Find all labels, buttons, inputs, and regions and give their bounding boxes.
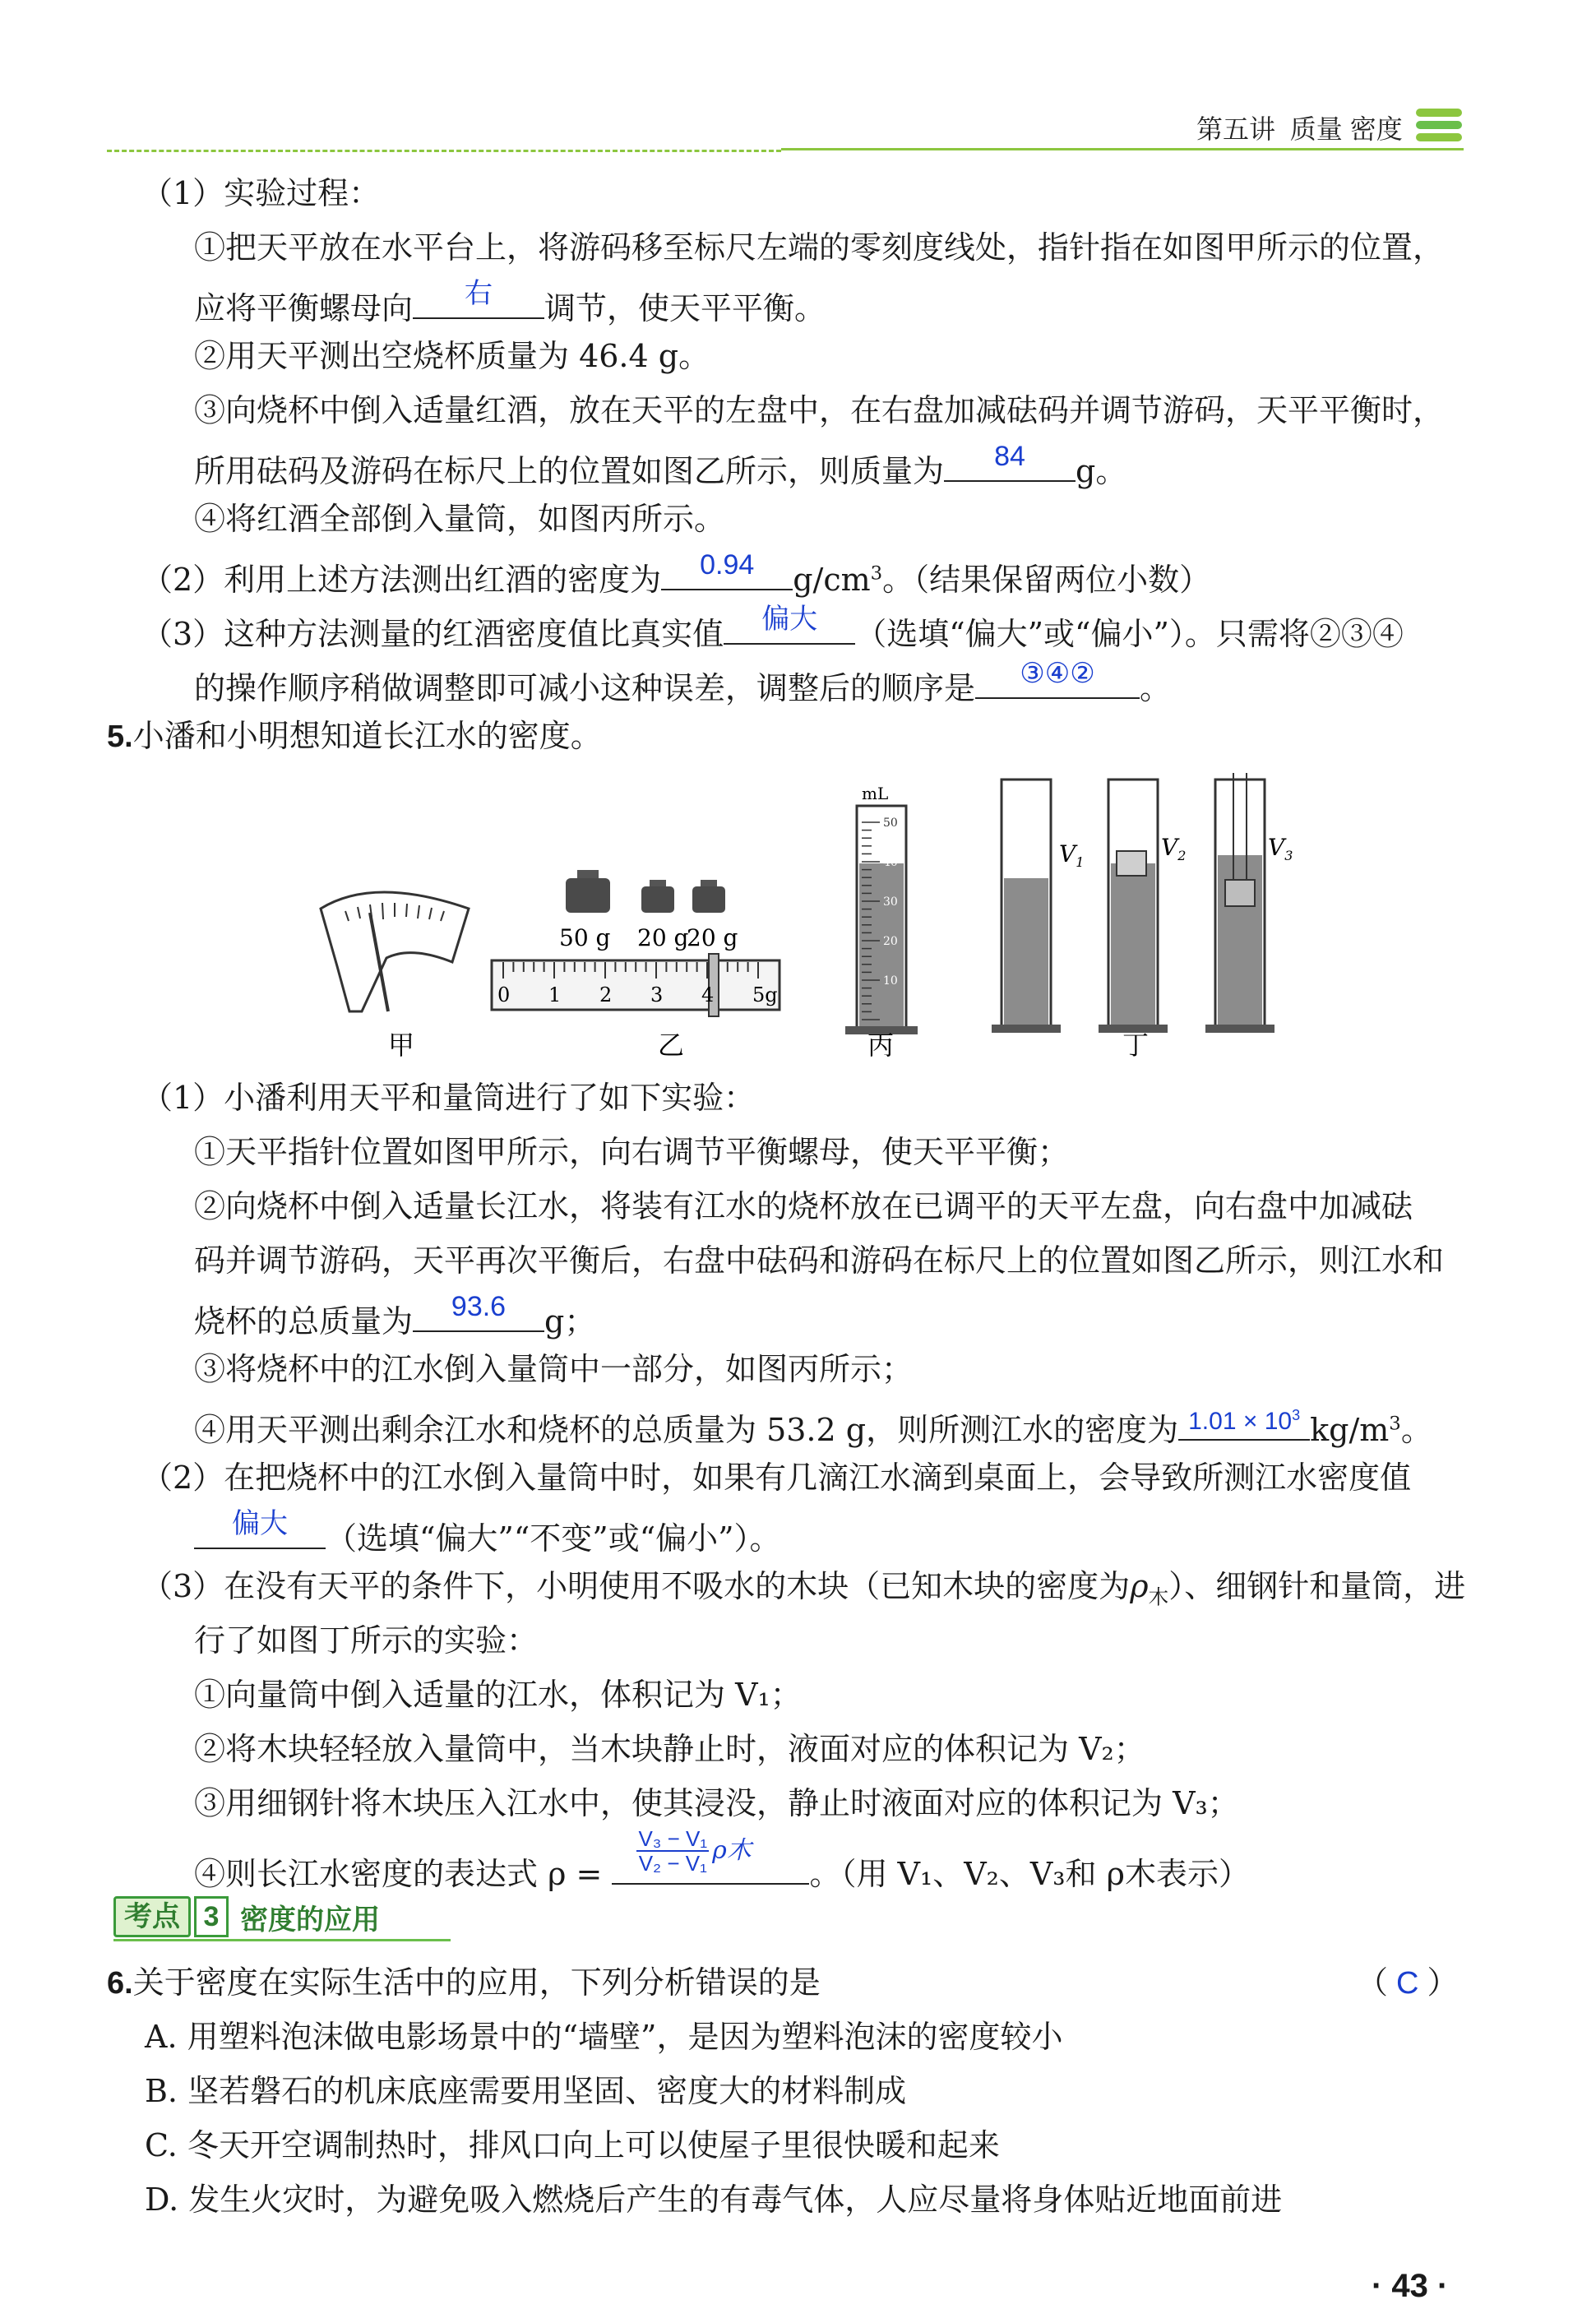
graduated-cylinder-figure — [845, 806, 918, 1034]
q6-option-a: A. 用塑料泡沫做电影场景中的“墙壁”，是因为塑料泡沫的密度较小 — [145, 2019, 1063, 2055]
answer-blank — [944, 441, 1076, 482]
svg-text:V3 — [1268, 834, 1293, 863]
q5-step2-line2: 码并调节游码，天平再次平衡后，右盘中砝码和游码在标尺上的位置如图乙所示，则江水和 — [194, 1242, 1445, 1279]
answer-blank — [413, 278, 544, 319]
answer-blank — [413, 1291, 544, 1332]
kaodian-tag — [113, 1896, 380, 1937]
q5-part2-line1: （2）在把烧杯中的江水倒入量筒中时，如果有几滴江水滴到桌面上，会导致所测江水密度值 — [141, 1460, 1412, 1496]
q4-step2: ②用天平测出空烧杯质量为 46.4 g。 — [194, 338, 710, 374]
q4-step3-line1: ③向烧杯中倒入适量红酒，放在天平的左盘中，在右盘加减砝码并调节游码，天平平衡时， — [194, 392, 1445, 428]
three-cylinders-figure — [992, 773, 1274, 1033]
answer-text: 偏大 — [232, 1508, 288, 1539]
answer-blank — [194, 1508, 326, 1549]
ruler-tick-label: 3 — [650, 983, 664, 1006]
q5-figure — [312, 773, 1299, 1061]
volume-label: V — [1059, 840, 1076, 868]
svg-text:V2 — [1161, 834, 1186, 863]
cylinder-tick-label: 30 — [883, 895, 898, 909]
kaodian-title: 密度的应用 — [240, 1904, 380, 1936]
cylinder-unit-label: mL — [862, 784, 889, 803]
figure-label: 甲 — [388, 1029, 415, 1061]
kaodian-number: 3 — [194, 1896, 229, 1937]
q4-part2: （2）利用上述方法测出红酒的密度为 0.94 $g/cm^3$。（结果保留两位小数） — [141, 553, 1210, 600]
balance-dial-figure — [321, 892, 469, 1011]
answer-text: 84 — [994, 441, 1025, 472]
volume-subscript: 3 — [1284, 848, 1293, 863]
page-number: · 43 · — [1372, 2268, 1449, 2304]
q5-part3-line1: （3）在没有天平的条件下，小明使用不吸水的木块（已知木块的密度为$\rho_木$）、细钢针和量筒，进 — [141, 1568, 1466, 1609]
volume-subscript: 2 — [1177, 848, 1187, 863]
ruler-tick-label: 0 — [497, 983, 511, 1006]
q4-step1-line1: ①把天平放在水平台上，将游码移至标尺左端的零刻度线处，指针指在如图甲所示的位置， — [194, 229, 1445, 266]
svg-text:V1 — [1059, 840, 1084, 870]
q5-step3: ③将烧杯中的江水倒入量筒中一部分，如图丙所示； — [194, 1351, 914, 1387]
answer-blank — [724, 604, 855, 645]
q4-step1-line2: 应将平衡螺母向 右 调节，使天平平衡。 — [194, 281, 826, 329]
cylinder-tick-label: 10 — [883, 974, 898, 988]
q5-part2-line2: 偏大 （选填“偏大”“不变”或“偏小”）。 — [194, 1511, 781, 1559]
q6-option-b: B. 坚若磐石的机床底座需要用坚固、密度大的材料制成 — [145, 2073, 907, 2109]
cylinder-tick-label: 20 — [883, 935, 898, 948]
q5-part1-label: （1）小潘利用天平和量筒进行了如下实验： — [141, 1080, 756, 1116]
q4-step3-line2: 所用砝码及游码在标尺上的位置如图乙所示，则质量为 84 g。 — [194, 444, 1126, 492]
header-solid-line — [781, 148, 1464, 150]
cylinder-tick-label: 50 — [883, 817, 898, 830]
kaodian-underline — [113, 1939, 451, 1941]
ruler-figure — [492, 954, 779, 1016]
weights-figure — [566, 870, 725, 913]
q5-part3-step3: ③用细钢针将木块压入江水中，使其浸没，静止时液面对应的体积记为 V₃； — [194, 1785, 1239, 1821]
q4-step4: ④将红酒全部倒入量筒，如图丙所示。 — [194, 501, 726, 537]
q4-part1-label: （1）实验过程： — [141, 175, 381, 211]
volume-label: V — [1268, 834, 1285, 861]
ruler-tick-label: 4 — [701, 983, 715, 1006]
answer-blank — [661, 549, 793, 590]
q5-part3-step2: ②将木块轻轻放入量筒中，当木块静止时，液面对应的体积记为 V₂； — [194, 1731, 1145, 1767]
answer-text: 右 — [465, 278, 493, 309]
ruler-tick-label: 1 — [548, 983, 562, 1006]
q5-part3-step4: ④则长江水密度的表达式 ρ = $\frac{\text{V₃ − V₁}}{\text{V₂ − V₁}}$ ρ木 。（用 V₁、V₂、V₃和 ρ木表示） — [194, 1826, 1250, 1892]
answer-text: 偏大 — [761, 604, 818, 635]
answer-blank — [975, 658, 1140, 699]
ruler-tick-label: 5g — [752, 983, 778, 1006]
q6-answer-bracket: （ C ） — [1357, 1964, 1459, 2001]
weight-label: 20 g — [637, 924, 689, 951]
weight-label: 20 g — [687, 924, 738, 951]
q5-step4: ④用天平测出剩余江水和烧杯的总质量为 53.2 g，则所测江水的密度为 $1.01 \times 10^3$ $kg/m^3$。 — [194, 1403, 1432, 1450]
q5-step1: ①天平指针位置如图甲所示，向右调节平衡螺母，使天平平衡； — [194, 1134, 1070, 1170]
q6-option-c: C. 冬天开空调制热时，排风口向上可以使屋子里很快暖和起来 — [145, 2127, 1000, 2163]
q6-stem: 6.关于密度在实际生活中的应用，下列分析错误的是 — [107, 1964, 821, 2001]
answer-text: 0.94 — [700, 549, 755, 581]
q5-step2-line1: ②向烧杯中倒入适量长江水，将装有江水的烧杯放在已调平的天平左盘，向右盘中加减砝 — [194, 1188, 1413, 1224]
ruler-tick-label: 2 — [599, 983, 613, 1006]
q6-answer: C — [1396, 1966, 1419, 2001]
q5-step2-line3: 烧杯的总质量为 93.6 g； — [194, 1294, 595, 1342]
q5-part3-line2: 行了如图丁所示的实验： — [194, 1622, 539, 1659]
weight-label: 50 g — [559, 924, 611, 951]
volume-subscript: 1 — [1076, 854, 1085, 870]
figure-label: 丙 — [867, 1029, 895, 1061]
q5-stem: 5.小潘和小明想知道长江水的密度。 — [107, 718, 602, 754]
header-dash-line — [107, 150, 781, 152]
q4-part3-line2: 的操作顺序稍做调整即可减小这种误差，调整后的顺序是 ③④② 。 — [194, 661, 1171, 709]
answer-text: $1.01 \times 10^3$ — [1188, 1407, 1301, 1435]
series-logo-icon — [1414, 105, 1464, 145]
answer-blank — [1178, 1403, 1310, 1441]
q5-part3-step1: ①向量筒中倒入适量的江水，体积记为 V₁； — [194, 1677, 802, 1713]
answer-text: 93.6 — [451, 1291, 507, 1322]
answer-text: ③④② — [1020, 658, 1095, 689]
figure-label: 乙 — [658, 1029, 685, 1061]
q4-part3-line1: （3）这种方法测量的红酒密度值比真实值 偏大 （选填“偏大”或“偏小”）。只需将②③④ — [141, 607, 1404, 655]
header-chapter: 第五讲 质量 密度 — [1196, 114, 1403, 144]
answer-formula: $\frac{\text{V₃ − V₁}}{\text{V₂ − V₁}}$ ρ木 — [638, 1826, 752, 1876]
figure-label: 丁 — [1122, 1029, 1150, 1061]
answer-blank — [612, 1826, 809, 1885]
kaodian-label: 考点 — [113, 1896, 191, 1937]
volume-label: V — [1161, 834, 1178, 861]
cylinder-tick-label: 40 — [883, 856, 898, 869]
q6-option-d: D. 发生火灾时，为避免吸入燃烧后产生的有毒气体，人应尽量将身体贴近地面前进 — [145, 2182, 1283, 2218]
